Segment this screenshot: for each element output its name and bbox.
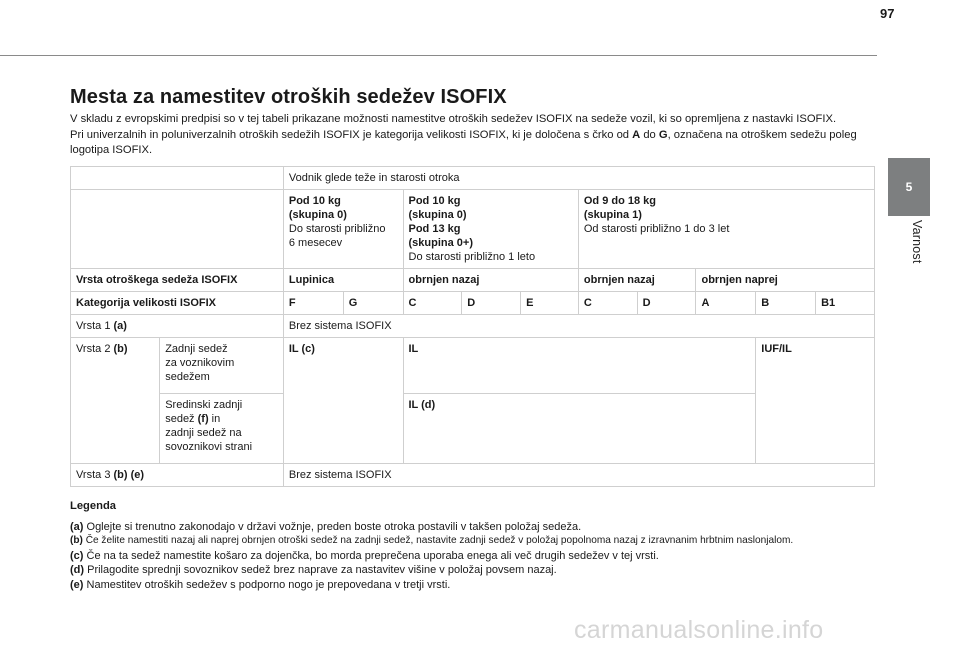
- seat-type-cell: obrnjen nazaj: [578, 268, 696, 291]
- row-2-seat-behind-driver: Zadnji sedež za voznikovim sedežem: [160, 337, 284, 393]
- group-1-cell: Od 9 do 18 kg (skupina 1) Od starosti približno 1 do 3 let: [578, 189, 874, 268]
- seat-type-cell: obrnjen naprej: [696, 268, 875, 291]
- row-2-group-1-value: IUF/IL: [756, 337, 875, 463]
- row-1: [71, 314, 875, 337]
- size-cell: C: [578, 291, 637, 314]
- legend-item: (d) Prilagodite sprednji sovoznikov sedež brez naprave za nastavitev višine v položaj povsem nazaj.: [70, 564, 557, 576]
- size-cell: B: [756, 291, 816, 314]
- row-2-seat-center-passenger: Sredinski zadnji sedež (f) in zadnji sedež na sovoznikovi strani: [160, 393, 284, 463]
- legend-title: Legenda: [70, 499, 117, 512]
- row-2-label: Vrsta 2 (b): [71, 337, 160, 463]
- intro-paragraph-1: V skladu z evropskimi predpisi so v tej tabeli prikazane možnosti namestitve otroških sedežev ISOFIX na sedeže vozil, ki so opremljena z nastavki ISOFIX.: [70, 113, 837, 125]
- legend-list: [70, 520, 878, 593]
- row-2b-group-0plus-value: IL (d): [403, 393, 756, 463]
- intro-text: [70, 112, 878, 159]
- size-category-label: Kategorija velikosti ISOFIX: [71, 291, 284, 314]
- seat-type-label: Vrsta otroškega sedeža ISOFIX: [71, 268, 284, 291]
- size-cell: D: [462, 291, 521, 314]
- size-cell: A: [696, 291, 756, 314]
- size-cell: B1: [816, 291, 875, 314]
- legend-item: (e) Namestitev otroških sedežev s podporno nogo je prepovedana v tretji vrsti.: [70, 578, 451, 591]
- row-3: [71, 463, 875, 486]
- size-category-row: [71, 291, 875, 314]
- row-3-value: Brez sistema ISOFIX: [283, 463, 874, 486]
- seat-type-row: [71, 268, 875, 291]
- seat-type-cell: Lupinica: [283, 268, 403, 291]
- row-2b: [71, 393, 875, 463]
- page-title: Mesta za namestitev otroških sedežev ISOFIX: [70, 86, 507, 108]
- page-content: [70, 85, 878, 592]
- page-number: 97: [880, 6, 895, 21]
- row-2-group-0-value: IL (c): [283, 337, 403, 463]
- legend-item: (b) Če želite namestiti nazaj ali naprej obrnjen otroški sedež na zadnji sedež, nastavite zadnji sedež v položaj popolnoma nazaj z izravnanim hrbtnim naslonjalom.: [70, 535, 794, 546]
- group-0-cell: Pod 10 kg (skupina 0) Do starosti približno 6 mesecev: [283, 189, 403, 268]
- legend-item: (a) Oglejte si trenutno zakonodajo v državi vožnje, preden boste otroka postavili v takšen položaj sedeža.: [70, 520, 582, 533]
- size-cell: G: [343, 291, 403, 314]
- chapter-label: Varnost: [910, 220, 924, 264]
- size-cell: E: [521, 291, 579, 314]
- row-1-label: Vrsta 1 (a): [71, 314, 284, 337]
- chapter-tab[interactable]: 5: [888, 158, 930, 216]
- header-divider: [0, 55, 877, 56]
- row-1-value: Brez sistema ISOFIX: [283, 314, 874, 337]
- table-groups-row: [71, 189, 875, 268]
- isofix-table: [70, 166, 875, 487]
- row-3-label: Vrsta 3 (b) (e): [71, 463, 284, 486]
- intro-paragraph-2: Pri univerzalnih in poluniverzalnih otroških sedežih ISOFIX je kategorija velikosti ISOFIX, ki je določena s črko od A do G, označena na otroškem sedežu poleg logotipa ISOFIX.: [70, 128, 857, 156]
- table-header-row: [71, 166, 875, 189]
- size-cell: F: [283, 291, 343, 314]
- seat-type-cell: obrnjen nazaj: [403, 268, 578, 291]
- watermark[interactable]: carmanualsonline.info: [574, 616, 824, 644]
- group-0plus-cell: Pod 10 kg (skupina 0) Pod 13 kg (skupina 0+) Do starosti približno 1 leto: [403, 189, 578, 268]
- size-cell: D: [637, 291, 696, 314]
- header-weight-guide: Vodnik glede teže in starosti otroka: [283, 166, 874, 189]
- size-cell: C: [403, 291, 462, 314]
- row-2a-group-0plus-value: IL: [403, 337, 756, 393]
- row-2a: [71, 337, 875, 393]
- legend-item: (c) Če na ta sedež namestite košaro za dojenčka, bo morda preprečena uporaba enega ali več drugih sedežev v tej vrsti.: [70, 549, 659, 562]
